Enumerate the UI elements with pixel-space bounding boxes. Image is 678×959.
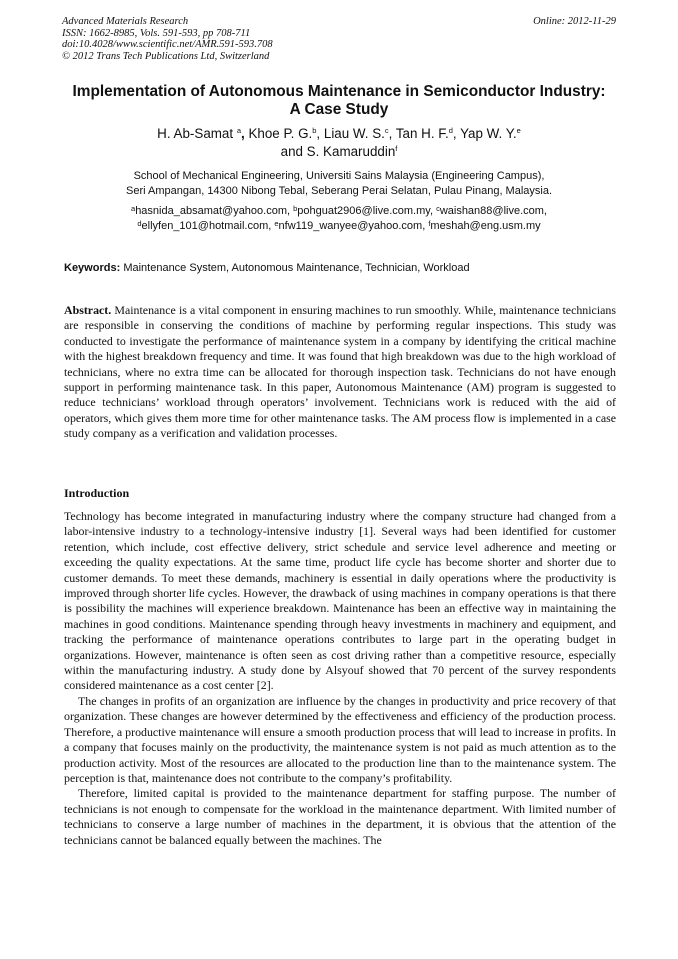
- online-date: Online: 2012-11-29: [533, 16, 616, 27]
- author-1-sup: a: [236, 126, 241, 135]
- abstract: [64, 303, 616, 442]
- affiliation-line-1: School of Mechanical Engineering, Universiti Sains Malaysia (Engineering Campus),: [133, 170, 545, 182]
- email-1: hasnida_absamat@yahoo.com,: [135, 205, 291, 217]
- author-list: H. Ab-Samat $^a$, Khoe P. G.$^b$, Liau W. S.$^c$, Tan H. F.$^d$, Yap W. Y.$^e$ and S. Kamaruddin$^f$: [157, 126, 521, 159]
- doi-line: doi:10.4028/www.scientific.net/AMR.591-593.708: [62, 39, 273, 50]
- journal-name: Advanced Materials Research: [62, 16, 189, 27]
- author-4-sup: d: [448, 126, 453, 135]
- abstract-label: Abstract.: [64, 303, 112, 317]
- email-list: [30, 204, 648, 234]
- email-4-sup: d: [137, 219, 142, 228]
- author-4: Tan H. F.: [395, 126, 449, 141]
- introduction-heading: Introduction: [64, 486, 130, 500]
- author-2: Khoe P. G.: [248, 126, 313, 141]
- abstract-text: Maintenance is a vital component in ensuring machines to run smoothly. While, maintenance technicians are responsible in conserving the conditions of machine by performing regular inspections. This study was conducted to investigate the performance of maintenance system in a company by identifying the critical machine with the highest breakdown frequency and time. It was found that high breakdown was due to the high workload of technicians, where no extra time can be allocated for thorough inspection task. Technicians do not have enough support in performing maintenance task. In this paper, Autonomous Maintenance (AM) program is suggested to reduce technicians’ workload through operators’ involvement. Technicians work is reduced with the aid of operators, which gives them more time for other maintenance tasks. The AM process flow is implemented in a case study company as a verification and validation processes.: [64, 303, 616, 441]
- intro-paragraph-3: Therefore, limited capital is provided to the maintenance department for staffing purpose. The number of technicians is not enough to compensate for the workload in the maintenance department. With limited number of technicians to conserve a large number of machines in the department, it is obvious that the attention of the technicians cannot be balanced equally between the machines. The: [64, 786, 616, 847]
- issn-line: ISSN: 1662-8985, Vols. 591-593, pp 708-711: [62, 27, 251, 39]
- affiliation: [30, 169, 648, 199]
- author-5-sup: e: [516, 126, 521, 135]
- intro-paragraph-2: The changes in profits of an organization are influence by the changes in productivity and price recovery of that organization. These changes are however determined by the effectiveness and efficiency of the production process. Therefore, a productive maintenance will ensure a smooth production process that will lead to increase in profits. In a company that focuses mainly on the productivity, the maintenance system is not paid as much attention as to the production activity. Most of the resources are allocated to the production line than to the maintenance system. The perception is that, maintenance does not contribute to the company’s profitability.: [64, 693, 616, 785]
- intro-paragraph-1: Technology has become integrated in manufacturing industry where the company structure had changed from a labor-intensive industry to a technology-intensive industry [1]. Several ways had been identified for customer retention, which include, cost effective delivery, strict schedule and service level adherence and meeting or exceeding the quality expectations. At the same time, product life cycle has become shorter and shorter due to customer demands. To meet these demands, machinery is essential in daily operations where the productivity is improved through shorter life cycles. However, the drawback of using machines in company operations is that there is possibility the machines will experience breakdown. Maintenance has been an effective way in maintaining the machines in good conditions. Maintenance spending through heavy investments in machinery and equipment, and tracking the performance of maintenance operations contributes to large part in the operating budget in organizations. However, maintenance is often seen as cost driving rather than a competitive resource, especially within the manufacturing industry. A study done by Alsyouf showed that 70 percent of the survey respondents considered maintenance as a cost center [2].: [64, 509, 616, 693]
- author-3: Liau W. S.: [323, 126, 385, 141]
- title-line-2: A Case Study: [289, 101, 389, 118]
- author-6-sup: f: [395, 144, 398, 153]
- email-3: waishan88@live.com,: [439, 205, 547, 217]
- keywords: [64, 262, 616, 274]
- author-2-sup: b: [312, 126, 317, 135]
- keywords-text: Maintenance System, Autonomous Maintenance, Technician, Workload: [123, 262, 470, 274]
- email-3-sup: c: [436, 204, 440, 213]
- email-5-sup: e: [274, 219, 279, 228]
- author-5: Yap W. Y.: [460, 126, 517, 141]
- author-3-sup: c: [384, 126, 389, 135]
- email-2-sup: b: [293, 204, 298, 213]
- journal-header: [62, 16, 616, 62]
- email-1-sup: a: [131, 204, 136, 213]
- email-6: meshah@eng.usm.my: [430, 220, 541, 232]
- copyright-line: © 2012 Trans Tech Publications Ltd, Switzerland: [62, 50, 270, 62]
- introduction-body: [64, 509, 616, 848]
- affiliation-line-2: Seri Ampangan, 14300 Nibong Tebal, Seberang Perai Selatan, Pulau Pinang, Malaysia.: [125, 185, 553, 197]
- paper-title: [30, 83, 648, 119]
- title-line-1: Implementation of Autonomous Maintenance in Semiconductor Industry:: [72, 83, 606, 100]
- email-4: ellyfen_101@hotmail.com,: [141, 220, 272, 232]
- email-6-sup: f: [428, 219, 431, 228]
- keywords-label: Keywords:: [64, 262, 121, 274]
- email-2: pohguat2906@live.com.my,: [297, 205, 433, 217]
- email-5: nfw119_wanyee@yahoo.com,: [278, 220, 426, 232]
- author-1: H. Ab-Samat: [157, 126, 234, 141]
- author-6: and S. Kamaruddin: [280, 144, 396, 159]
